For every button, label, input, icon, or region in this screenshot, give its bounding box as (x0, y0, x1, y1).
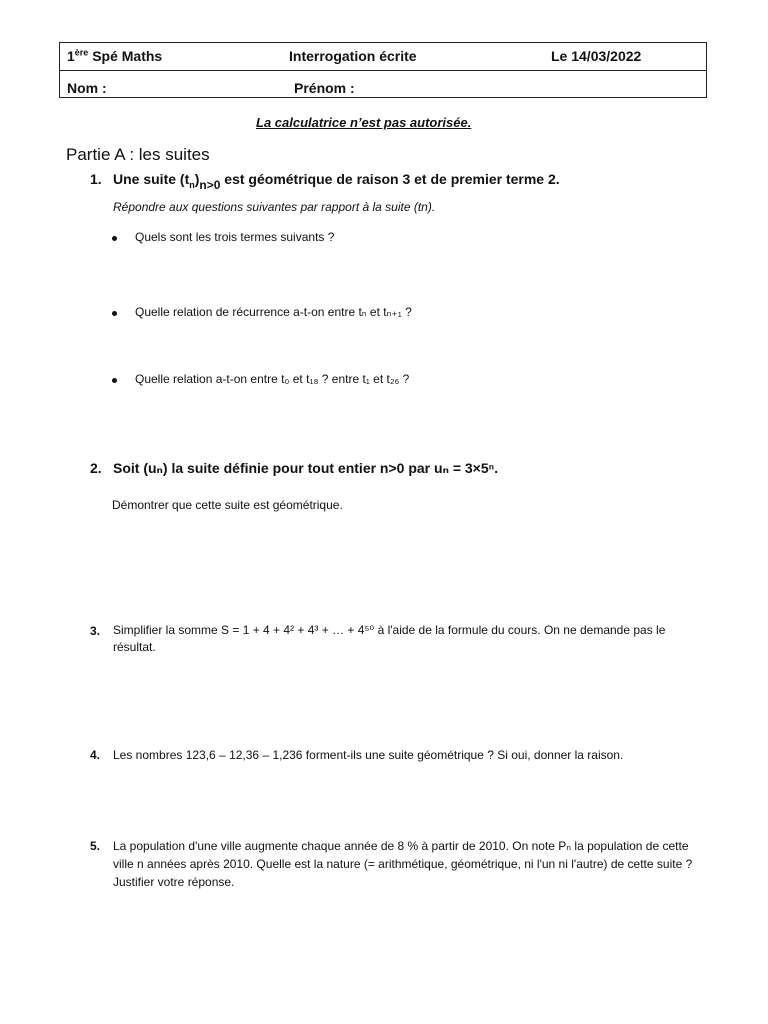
bullet-dot (112, 378, 117, 383)
prenom-label: Prénom : (294, 80, 355, 96)
q2-number: 2. (90, 460, 102, 476)
bullet-dot (112, 311, 117, 316)
part-title: Partie A : les suites (66, 145, 210, 164)
q3-number: 3. (90, 624, 101, 638)
q1-number: 1. (90, 171, 102, 187)
q3-statement: Simplifier la somme S = 1 + 4 + 4² + 4³ + … + 4⁵⁰ à l'aide de la formule du cours. On ne demande pas le résultat. (113, 623, 666, 654)
q5-number: 5. (90, 839, 101, 853)
q1-instruction: Répondre aux questions suivantes par rapport à la suite (tn). (113, 200, 436, 214)
q2-statement: Soit (uₙ) la suite définie pour tout entier n>0 par uₙ = 3×5ⁿ. (113, 460, 499, 476)
calculator-notice: La calculatrice n’est pas autorisée. (256, 115, 472, 130)
exam-title: Interrogation écrite (289, 48, 417, 64)
exam-date: Le 14/03/2022 (551, 48, 642, 64)
q4-statement: Les nombres 123,6 – 12,36 – 1,236 forment-ils une suite géométrique ? Si oui, donner la raison. (113, 748, 624, 762)
header-divider (60, 70, 706, 71)
q1-bullet-3: Quelle relation a-t-on entre t₀ et t₁₈ ? entre t₁ et t₂₆ ? (135, 372, 410, 386)
q5-statement: La population d'une ville augmente chaque année de 8 % à partir de 2010. On note Pₙ la population de cette ville n années après 2010. Quelle est la nature (= arithmétique, géométrique, ni l'un ni l'autre) de cette suite ? Justifier votre réponse. (113, 839, 693, 889)
bullet-dot (112, 236, 117, 241)
class-label: 1ère Spé Maths (67, 47, 163, 64)
q1-bullet-2: Quelle relation de récurrence a-t-on entre tₙ et tₙ₊₁ ? (135, 305, 412, 319)
q1-statement: Une suite $(t_n)n>0$ est géométrique de raison 3 et de premier terme 2. (113, 171, 560, 192)
nom-label: Nom : (67, 80, 107, 96)
header-box (59, 42, 707, 98)
q1-bullet-1: Quels sont les trois termes suivants ? (135, 230, 335, 244)
q4-number: 4. (90, 748, 101, 762)
q2-instruction: Démontrer que cette suite est géométrique. (112, 498, 343, 512)
